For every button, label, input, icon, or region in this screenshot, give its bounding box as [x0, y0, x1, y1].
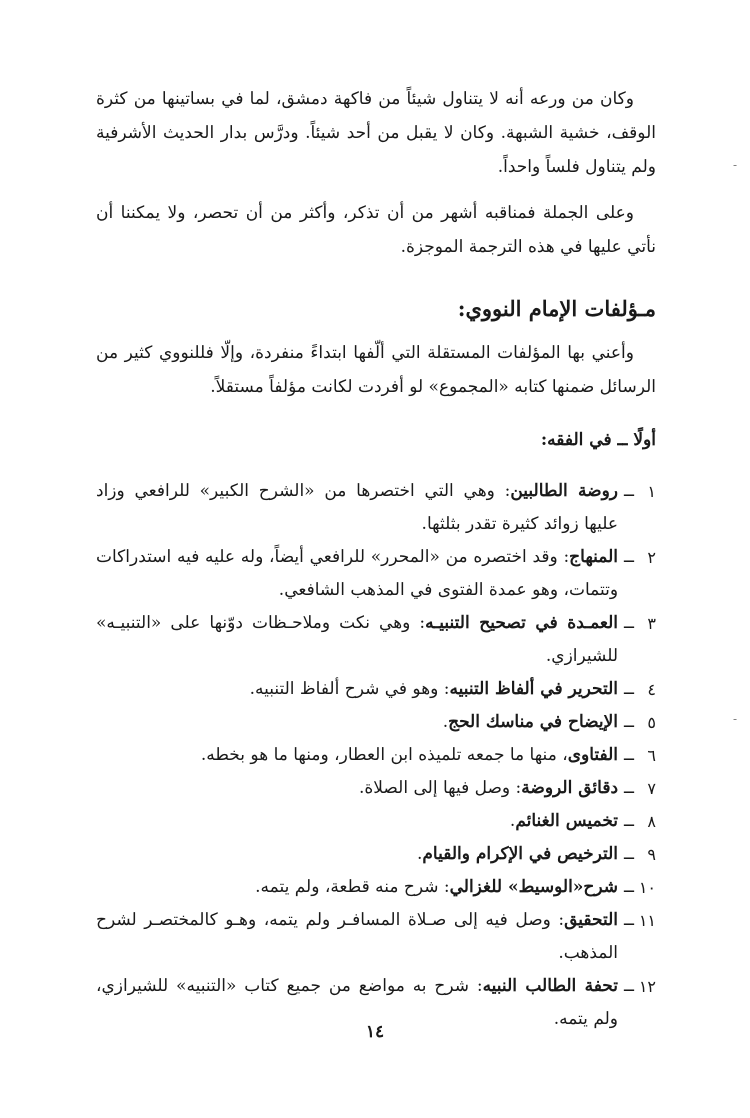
- subsection-heading: أولًا ــ في الفقه:: [540, 430, 656, 450]
- works-list: [96, 475, 656, 1036]
- work-description: : شرح منه قطعة، ولم يتمه.: [255, 877, 450, 897]
- item-number: ٣: [647, 614, 656, 633]
- list-item: ١ ــ روضة الطالبين: وهي التي اختصرها من «الشرح الكبير» للرافعي وزاد عليها زوائد كثيرة تقدر بثلثها.: [96, 475, 656, 541]
- item-number: ٥: [647, 713, 656, 732]
- work-description: .: [442, 712, 449, 732]
- item-number: ١٢: [638, 977, 656, 996]
- work-title: تحفة الطالب النبيه: [482, 976, 619, 996]
- work-title: دقائق الروضة: [521, 778, 619, 798]
- item-number: ٩: [647, 845, 656, 864]
- work-description: : وهي التي اختصرها من «الشرح الكبير» للرافعي وزاد عليها زوائد كثيرة تقدر بثلثها.: [96, 481, 619, 534]
- list-item: ٣ ــ العمـدة في تصحيح التنبيـه: وهي نكت وملاحـظات دوّنها على «التنبيـه» للشيرازي.: [96, 607, 656, 673]
- list-item: ٥ ــ الإيضاح في مناسك الحج.: [96, 706, 656, 739]
- work-description: .: [417, 844, 423, 864]
- page-number: ١٤: [365, 1022, 385, 1042]
- work-title: تخميس الغنائم: [515, 811, 619, 831]
- item-number: ٤: [647, 680, 656, 699]
- item-number: ٦: [647, 746, 656, 765]
- list-item: ١١ ــ التحقيق: وصل فيه إلى صـلاة المسافـر ولم يتمه، وهـو كالمختصـر لشرح المذهب.: [96, 904, 656, 970]
- list-item: ٢ ــ المنهاج: وقد اختصره من «المحرر» للرافعي أيضاً، وله عليه فيه استدراكات وتتمات، وهو عمدة الفتوى في المذهب الشافعي.: [96, 541, 656, 607]
- work-description: : وهي نكت وملاحـظات دوّنها على «التنبيـه» للشيرازي.: [96, 613, 619, 666]
- list-item: ٧ ــ دقائق الروضة: وصل فيها إلى الصلاة.: [96, 772, 656, 805]
- list-item: ٤ ــ التحرير في ألفاظ التنبيه: وهو في شرح ألفاظ التنبيه.: [96, 673, 656, 706]
- work-title: شرح«الوسيط» للغزالي: [449, 877, 619, 897]
- work-title: الإيضاح في مناسك الحج: [448, 712, 619, 732]
- item-number: ٨: [647, 812, 656, 831]
- work-title: التحقيق: [564, 910, 619, 930]
- list-item: ١٠ ــ شرح«الوسيط» للغزالي: شرح منه قطعة، ولم يتمه.: [96, 871, 656, 904]
- intro-paragraph: وأعني بها المؤلفات المستقلة التي ألّفها ابتداءً منفردة، وإلّا فللنووي كثير من الرسائل ضمنها كتابه «المجموع» لو أفردت لكانت مؤلفاً مستقلاً.: [96, 343, 656, 397]
- item-number: ١٠: [638, 878, 656, 897]
- paragraph-piety: وكان من ورعه أنه لا يتناول شيئاً من فاكهة دمشق، لما في بساتينها من كثرة الوقف، خشية الشبهة. وكان لا يقبل من أحد شيئاً. ودرَّس بدار الحديث الأشرفية ولم يتناول فلساً واحداً.: [96, 89, 656, 177]
- work-title: المنهاج: [569, 547, 619, 567]
- item-number: ١: [647, 482, 656, 501]
- list-item: ١٢ ــ تحفة الطالب النبيه: شرح به مواضع من جميع كتاب «التنبيه» للشيرازي، ولم يتمه.: [96, 970, 656, 1036]
- list-item: ٦ ــ الفتاوى، منها ما جمعه تلميذه ابن العطار، ومنها ما هو بخطه.: [96, 739, 656, 772]
- work-description: : شرح به مواضع من جميع كتاب «التنبيه» للشيرازي، ولم يتمه.: [96, 976, 619, 1029]
- item-number: ٧: [647, 779, 656, 798]
- work-description: .: [509, 811, 516, 831]
- list-item: ٩ ــ الترخيص في الإكرام والقيام.: [96, 838, 656, 871]
- work-title: الترخيص في الإكرام والقيام: [422, 844, 619, 864]
- item-number: ١١: [638, 911, 656, 930]
- list-item: ٨ ــ تخميس الغنائم.: [96, 805, 656, 838]
- work-title: روضة الطالبين: [510, 481, 619, 501]
- work-title: الفتاوى: [567, 745, 619, 765]
- work-description: : وصل فيه إلى صـلاة المسافـر ولم يتمه، وهـو كالمختصـر لشرح المذهب.: [96, 910, 619, 963]
- item-number: ٢: [647, 548, 656, 567]
- work-description: ، منها ما جمعه تلميذه ابن العطار، ومنها ما هو بخطه.: [200, 745, 568, 765]
- margin-mark-bottom: -: [733, 712, 738, 726]
- work-description: : وقد اختصره من «المحرر» للرافعي أيضاً، وله عليه فيه استدراكات وتتمات، وهو عمدة الفتوى في المذهب الشافعي.: [96, 547, 619, 600]
- document-page: [96, 82, 656, 1036]
- work-title: العمـدة في تصحيح التنبيـه: [425, 613, 619, 633]
- margin-mark-top: -: [733, 158, 738, 172]
- work-description: : وصل فيها إلى الصلاة.: [358, 778, 522, 798]
- work-description: : وهو في شرح ألفاظ التنبيه.: [249, 679, 450, 699]
- section-heading: مـؤلفات الإمام النووي:: [457, 296, 656, 321]
- work-title: التحرير في ألفاظ التنبيه: [449, 679, 619, 699]
- paragraph-virtues: وعلى الجملة فمناقبه أشهر من أن تذكر، وأكثر من أن تحصر، ولا يمكننا أن نأتي عليها في هذه الترجمة الموجزة.: [96, 203, 656, 257]
